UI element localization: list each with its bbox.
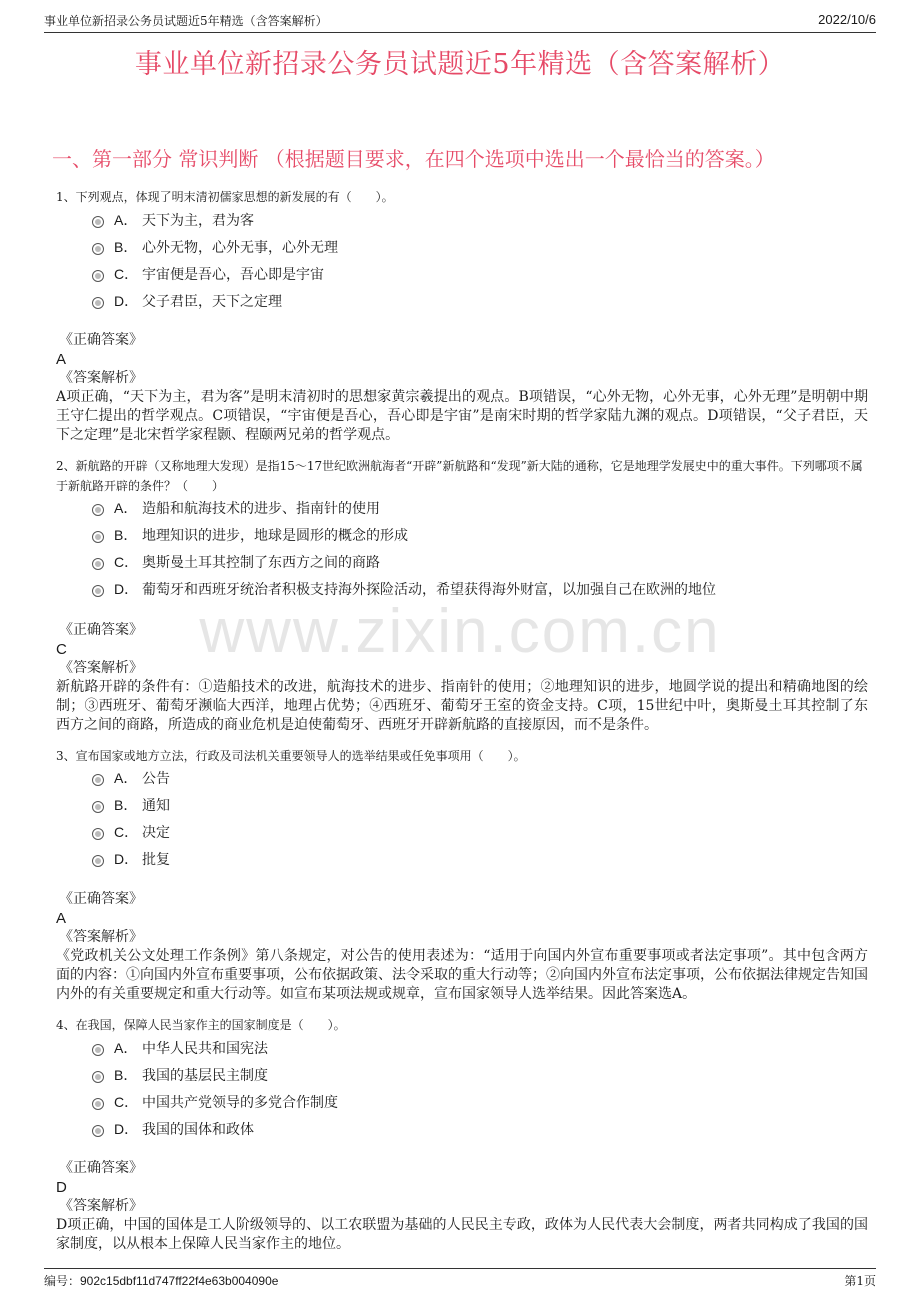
option-text: 葡萄牙和西班牙统治者积极支持海外探险活动，希望获得海外财富，以加强自己在欧洲的地位: [142, 581, 716, 598]
analysis-label: 《答案解析》: [59, 370, 143, 386]
option-d[interactable]: [92, 845, 170, 872]
option-text: 心外无物，心外无事，心外无理: [142, 239, 338, 256]
option-letter: D．: [114, 292, 139, 309]
option-letter: C．: [114, 265, 139, 282]
option-letter: C．: [114, 553, 139, 570]
page-number: 第1页: [844, 1274, 876, 1288]
option-a[interactable]: [92, 764, 170, 791]
option-d[interactable]: [92, 287, 338, 314]
option-letter: B．: [114, 526, 138, 543]
option-a[interactable]: [92, 494, 716, 521]
analysis-label: 《答案解析》: [59, 1198, 143, 1214]
option-text: 我国的基层民主制度: [142, 1067, 268, 1084]
question-2-options: [92, 494, 716, 602]
option-text: 中华人民共和国宪法: [142, 1040, 268, 1057]
analysis-text: D项正确，中国的国体是工人阶级领导的、以工农联盟为基础的人民民主专政，政体为人民代表大会制度，两者共同构成了我国的国家制度，以从根本上保障人民当家作主的地位。: [56, 1217, 868, 1252]
question-1-stem: 1、下列观点，体现了明末清初儒家思想的新发展的有（ ）。: [56, 190, 394, 204]
option-a[interactable]: [92, 206, 338, 233]
option-text: 公告: [142, 770, 170, 787]
radio-icon[interactable]: [92, 585, 104, 597]
analysis-label: 《答案解析》: [59, 929, 143, 945]
watermark: www.zixin.com.cn: [199, 597, 721, 666]
option-letter: A．: [114, 211, 138, 228]
option-text: 决定: [142, 824, 170, 841]
option-letter: B．: [114, 238, 138, 255]
correct-answer: A: [56, 910, 67, 927]
option-text: 我国的国体和政体: [142, 1121, 254, 1138]
radio-icon[interactable]: [92, 855, 104, 867]
option-d[interactable]: [92, 575, 716, 602]
option-b[interactable]: [92, 233, 338, 260]
question-1-options: [92, 206, 338, 314]
option-text: 宇宙便是吾心，吾心即是宇宙: [142, 266, 324, 283]
question-3-stem: 3、宣布国家或地方立法，行政及司法机关重要领导人的选举结果或任免事项用（ ）。: [56, 749, 526, 763]
radio-icon[interactable]: [92, 243, 104, 255]
analysis-label: 《答案解析》: [59, 660, 143, 676]
option-text: 中国共产党领导的多党合作制度: [142, 1094, 338, 1111]
radio-icon[interactable]: [92, 801, 104, 813]
document-code: 编号：902c15dbf11d747ff22f4e63b004090e: [44, 1274, 279, 1288]
option-text: 通知: [142, 797, 170, 814]
correct-answer-label: 《正确答案》: [59, 891, 143, 907]
option-b[interactable]: [92, 521, 716, 548]
question-4-stem: 4、在我国，保障人民当家作主的国家制度是（ ）。: [56, 1018, 346, 1032]
option-letter: C．: [114, 1093, 139, 1110]
option-letter: D．: [114, 850, 139, 867]
option-b[interactable]: [92, 791, 170, 818]
option-letter: A．: [114, 1039, 138, 1056]
radio-icon[interactable]: [92, 774, 104, 786]
option-c[interactable]: [92, 818, 170, 845]
option-text: 造船和航海技术的进步、指南针的使用: [142, 500, 380, 517]
radio-icon[interactable]: [92, 558, 104, 570]
question-4-answer-block: [56, 1159, 868, 1254]
radio-icon[interactable]: [92, 1071, 104, 1083]
option-letter: B．: [114, 1066, 138, 1083]
option-d[interactable]: [92, 1115, 338, 1142]
option-letter: D．: [114, 580, 139, 597]
page-header: [44, 12, 876, 33]
correct-answer: C: [56, 641, 67, 658]
option-c[interactable]: [92, 548, 716, 575]
option-letter: D．: [114, 1120, 139, 1137]
option-letter: B．: [114, 796, 138, 813]
option-text: 批复: [142, 851, 170, 868]
correct-answer-label: 《正确答案》: [59, 622, 143, 638]
radio-icon[interactable]: [92, 297, 104, 309]
question-3-options: [92, 764, 170, 872]
analysis-text: A项正确，“天下为主，君为客”是明末清初时的思想家黄宗羲提出的观点。B项错误，“心外无物，心外无事，心外无理”是明朝中期王守仁提出的哲学观点。C项错误，“宇宙便是吾心，吾心即是宇宙”是南宋时期的哲学家陆九渊的观点。D项错误，“父子君臣，天下之定理”是北宋哲学家程颢、程颐两兄弟的哲学观点。: [56, 389, 868, 443]
radio-icon[interactable]: [92, 504, 104, 516]
option-b[interactable]: [92, 1061, 338, 1088]
option-letter: C．: [114, 823, 139, 840]
option-text: 天下为主，君为客: [142, 212, 254, 229]
correct-answer-label: 《正确答案》: [59, 332, 143, 348]
correct-answer-label: 《正确答案》: [59, 1160, 143, 1176]
question-2-answer-block: [56, 621, 868, 735]
question-2-stem: 2、新航路的开辟（又称地理大发现）是指15～17世纪欧洲航海者“开辟”新航路和“发现”新大陆的通称，它是地理学发展史中的重大事件。下列哪项不属于新航路开辟的条件？（ ）: [56, 459, 863, 493]
option-c[interactable]: [92, 260, 338, 287]
option-letter: A．: [114, 499, 138, 516]
radio-icon[interactable]: [92, 216, 104, 228]
option-text: 地理知识的进步，地球是圆形的概念的形成: [142, 527, 408, 544]
page-footer: [44, 1268, 876, 1289]
option-letter: A．: [114, 769, 138, 786]
document-title: 事业单位新招录公务员试题近5年精选（含答案解析）: [134, 49, 786, 80]
question-4-options: [92, 1034, 338, 1142]
radio-icon[interactable]: [92, 270, 104, 282]
option-c[interactable]: [92, 1088, 338, 1115]
header-date: 2022/10/6: [818, 12, 876, 27]
question-3-answer-block: [56, 890, 868, 1004]
radio-icon[interactable]: [92, 1125, 104, 1137]
option-text: 奥斯曼土耳其控制了东西方之间的商路: [142, 554, 380, 571]
analysis-text: 《党政机关公文处理工作条例》第八条规定，对公告的使用表述为：“适用于向国内外宣布重要事项或者法定事项”。其中包含两方面的内容：①向国内外宣布重要事项，公布依据政策、法令采取的重大行动等；②向国内外宣布法定事项，公布依据法律规定告知国内外的有关重要规定和重大行动等。如宣布某项法规或规章，宣布国家领导人选举结果。因此答案选A。: [56, 948, 868, 1002]
section-title: 一、第一部分 常识判断 （根据题目要求，在四个选项中选出一个最恰当的答案。）: [52, 147, 775, 171]
option-a[interactable]: [92, 1034, 338, 1061]
radio-icon[interactable]: [92, 531, 104, 543]
correct-answer: A: [56, 351, 67, 368]
radio-icon[interactable]: [92, 1098, 104, 1110]
radio-icon[interactable]: [92, 828, 104, 840]
question-1-answer-block: [56, 331, 868, 445]
option-text: 父子君臣，天下之定理: [142, 293, 282, 310]
analysis-text: 新航路开辟的条件有：①造船技术的改进，航海技术的进步、指南针的使用；②地理知识的进步，地圆学说的提出和精确地图的绘制；③西班牙、葡萄牙濒临大西洋，地理占优势；④西班牙、葡萄牙王室的资金支持。C项，15世纪中叶，奥斯曼土耳其控制了东西方之间的商路，所造成的商业危机是迫使葡萄牙、西班牙开辟新航路的直接原因，而不是条件。: [56, 679, 868, 733]
radio-icon[interactable]: [92, 1044, 104, 1056]
header-doc-title: 事业单位新招录公务员试题近5年精选（含答案解析）: [44, 14, 328, 28]
correct-answer: D: [56, 1179, 67, 1196]
